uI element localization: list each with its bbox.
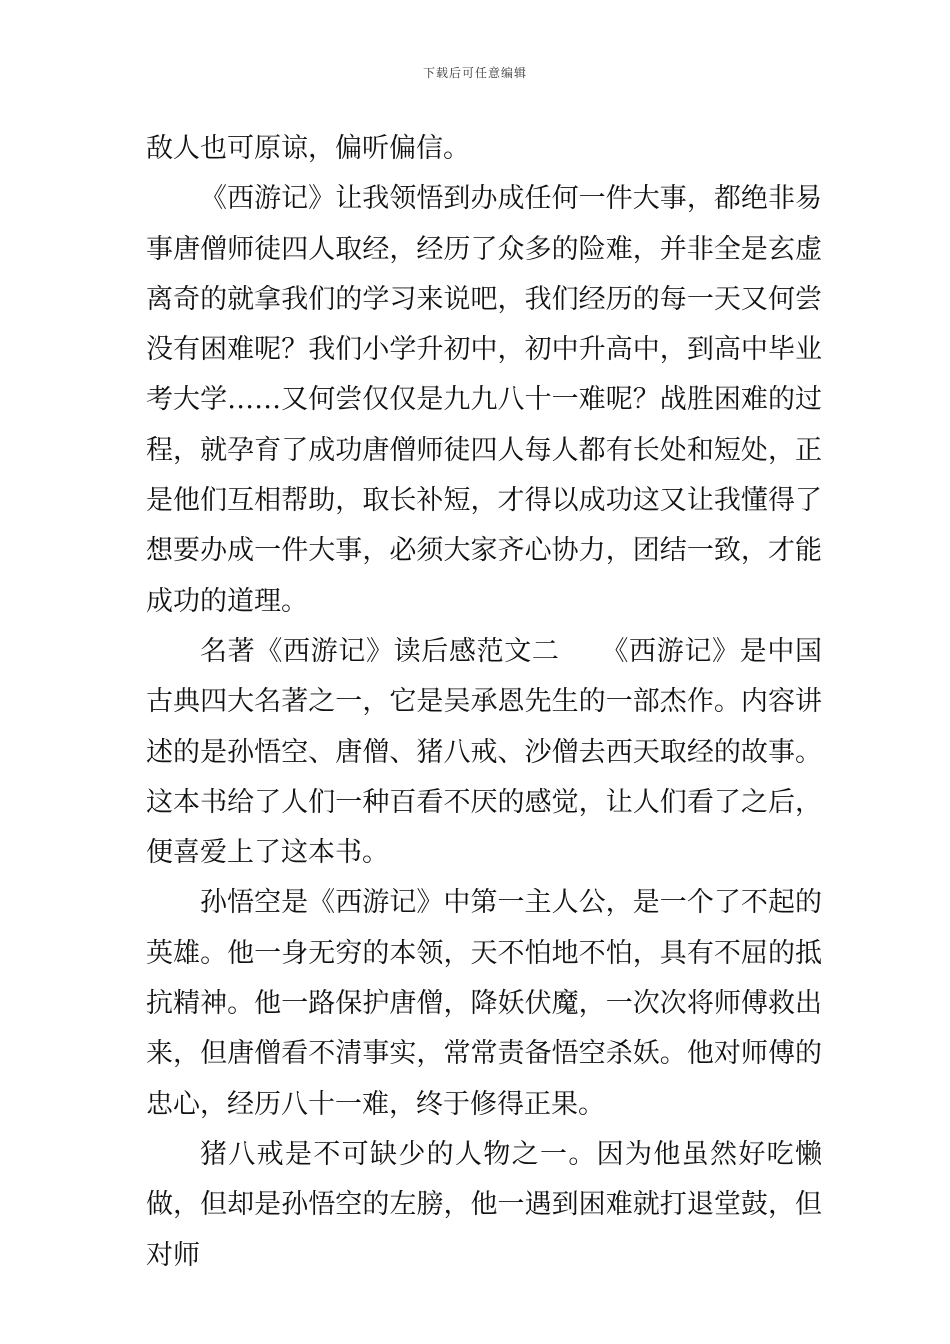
paragraph-4: 孙悟空是《西游记》中第一主人公，是一个了不起的英雄。他一身无穷的本领，天不怕地不怕，具有不屈的抵抗精神。他一路保护唐僧，降妖伏魔，一次次将师傅救出来，但唐僧看不清事实，常常责备悟空杀妖。他对师傅的忠心，经历八十一难，终于修得正果。	[146, 887, 822, 1120]
paragraph-1: 敌人也可原谅，偏听偏信。	[146, 133, 470, 164]
paragraph-3: 名著《西游记》读后感范文二 《西游记》是中国古典四大名著之一，它是吴承恩先生的一部杰作。内容讲述的是孙悟空、唐僧、猪八戒、沙僧去西天取经的故事。这本书给了人们一种百看不厌的感觉，让人们看了之后，便喜爱上了这本书。	[146, 635, 822, 869]
page-header: 下载后可任意编辑	[422, 66, 527, 80]
document-body	[146, 124, 822, 1281]
paragraph-2: 《西游记》让我领悟到办成任何一件大事，都绝非易事唐僧师徒四人取经，经历了众多的险难，并非全是玄虚离奇的就拿我们的学习来说吧，我们经历的每一天又何尝没有困难呢？我们小学升初中，初中升高中，到高中毕业考大学……又何尝仅仅是九九八十一难呢？战胜困难的过程，就孕育了成功唐僧师徒四人每人都有长处和短处，正是他们互相帮助，取长补短，才得以成功这又让我懂得了想要办成一件大事，必须大家齐心协力，团结一致，才能成功的道理。	[146, 183, 822, 617]
paragraph-5: 猪八戒是不可缺少的人物之一。因为他虽然好吃懒做，但却是孙悟空的左膀，他一遇到困难就打退堂鼓，但对师	[146, 1138, 822, 1271]
